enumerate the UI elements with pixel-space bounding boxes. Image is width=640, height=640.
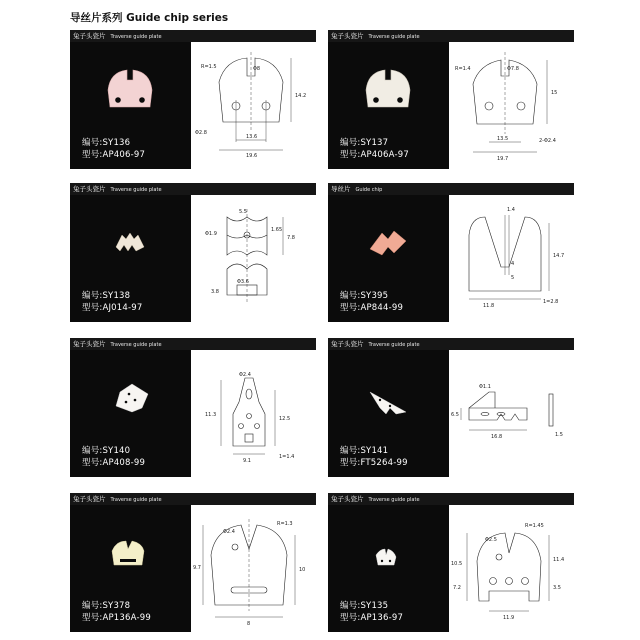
dim-label: 3.8 [211,289,219,295]
product-photo [70,505,191,632]
header-en: Traverse guide plate [110,497,162,503]
ceramic-guide-plate-image [366,70,410,107]
header-en: Traverse guide plate [110,342,162,348]
dim-label: R=1.45 [525,523,544,529]
technical-drawing [449,350,574,477]
product-code: 编号:SY378 [82,601,131,611]
dim-label: Φ3.6 [237,279,249,285]
product-card-sy137 [328,30,574,169]
header-cn: 兔子头瓷片 [331,32,364,40]
dim-label: 8 [247,621,251,627]
card-header [328,30,574,42]
product-photo [328,350,449,477]
product-code: 编号:SY395 [340,291,389,301]
dim-label: 9.1 [243,458,251,464]
dim-label: 16.8 [491,434,503,440]
technical-drawing [449,195,574,322]
dim-label: R=1.4 [455,66,471,72]
header-cn: 兔子头瓷片 [73,32,106,40]
header-cn: 兔子头瓷片 [331,340,364,348]
ceramic-guide-plate-image [116,384,148,412]
product-card-sy140 [70,338,316,477]
dim-label: 14.7 [553,253,565,259]
page-title: 导丝片系列 Guide chip series [70,12,229,24]
product-photo [328,195,449,322]
product-card-sy395 [328,183,574,322]
dim-label: Φ2.4 [239,372,251,378]
ceramic-guide-plate-image [116,233,144,251]
header-en: Traverse guide plate [368,497,420,503]
dim-label: 1.4 [507,207,515,213]
dim-label: 4 [511,261,515,267]
product-card-sy136 [70,30,316,169]
product-card-sy135 [328,493,574,632]
technical-drawing [449,505,574,632]
dim-label: Φ2.4 [223,529,235,535]
card-header [70,183,316,195]
technical-drawing [191,42,316,169]
dim-label: Φ7.8 [507,66,519,72]
technical-drawing [191,350,316,477]
product-code: 编号:SY137 [340,138,389,148]
card-header [70,338,316,350]
card-header [328,493,574,505]
product-code: 编号:SY136 [82,138,131,148]
dim-label: 5.5 [239,209,247,215]
dim-label: 13.6 [246,134,258,140]
dim-label: 19.7 [497,156,509,162]
header-en: Guide chip [355,187,383,193]
dim-label: 7.8 [287,235,295,241]
dim-label: 1=2.8 [543,299,559,305]
product-model: 型号:AP844-99 [340,303,404,313]
product-code: 编号:SY135 [340,601,389,611]
header-cn: 兔子头瓷片 [73,185,106,193]
dim-label: 14.2 [295,93,307,99]
dim-label: 1.65 [271,227,283,233]
product-model: 型号:FT5264-99 [340,458,408,468]
product-model: 型号:AP408-99 [82,458,146,468]
ceramic-guide-plate-image [370,392,406,414]
dim-label: R=1.3 [277,521,293,527]
dim-label: 12.5 [279,416,291,422]
dim-label: Φ2.8 [195,130,207,136]
card-header [328,183,574,195]
product-card-sy378 [70,493,316,632]
product-model: 型号:AP136A-99 [82,613,151,623]
dim-label: 11.9 [503,615,515,621]
product-photo [328,42,449,169]
dim-label: 13.5 [497,136,509,142]
header-en: Traverse guide plate [110,187,162,193]
dim-label: 10 [299,567,306,573]
product-photo [328,505,449,632]
product-model: 型号:AJ014-97 [82,303,143,313]
dim-label: 15 [551,90,558,96]
dim-label: 5 [511,275,515,281]
dim-label: 3.5 [553,585,561,591]
product-code: 编号:SY140 [82,446,131,456]
dim-label: Φ8 [253,66,261,72]
ceramic-guide-plate-image [108,70,152,107]
dim-label: 1=1.4 [279,454,295,460]
product-photo [70,42,191,169]
product-photo [70,350,191,477]
card-header [328,338,574,350]
header-cn: 兔子头瓷片 [331,495,364,503]
technical-drawing [449,42,574,169]
header-cn: 兔子头瓷片 [73,340,106,348]
dim-label: 9.7 [193,565,201,571]
ceramic-guide-plate-image [112,541,144,565]
product-model: 型号:AP406-97 [82,150,146,160]
card-header [70,30,316,42]
card-header [70,493,316,505]
product-card-sy138 [70,183,316,322]
dim-label: 7.2 [453,585,461,591]
product-code: 编号:SY141 [340,446,389,456]
dim-label: 11.4 [553,557,565,563]
header-cn: 导丝片 [331,185,351,193]
dim-label: Φ2.5 [485,537,497,543]
product-photo [70,195,191,322]
dim-label: Φ1.9 [205,231,217,237]
header-en: Traverse guide plate [110,34,162,40]
dim-label: Φ1.1 [479,384,491,390]
dim-label: 19.6 [246,153,258,159]
ceramic-guide-chip-image [370,231,406,255]
dim-label: 6.5 [451,412,459,418]
header-cn: 兔子头瓷片 [73,495,106,503]
technical-drawing [191,195,316,322]
dim-label: 2-Φ2.4 [539,138,556,144]
dim-label: 11.3 [205,412,217,418]
dim-label: R=1.5 [201,64,217,70]
product-code: 编号:SY138 [82,291,131,301]
technical-drawing [191,505,316,632]
dim-label: 10.5 [451,561,463,567]
dim-label: 1.5 [555,432,563,438]
header-en: Traverse guide plate [368,342,420,348]
ceramic-guide-plate-image [376,549,396,565]
dim-label: 11.8 [483,303,495,309]
product-model: 型号:AP406A-97 [340,150,409,160]
product-model: 型号:AP136-97 [340,613,404,623]
product-card-sy141 [328,338,574,477]
header-en: Traverse guide plate [368,34,420,40]
